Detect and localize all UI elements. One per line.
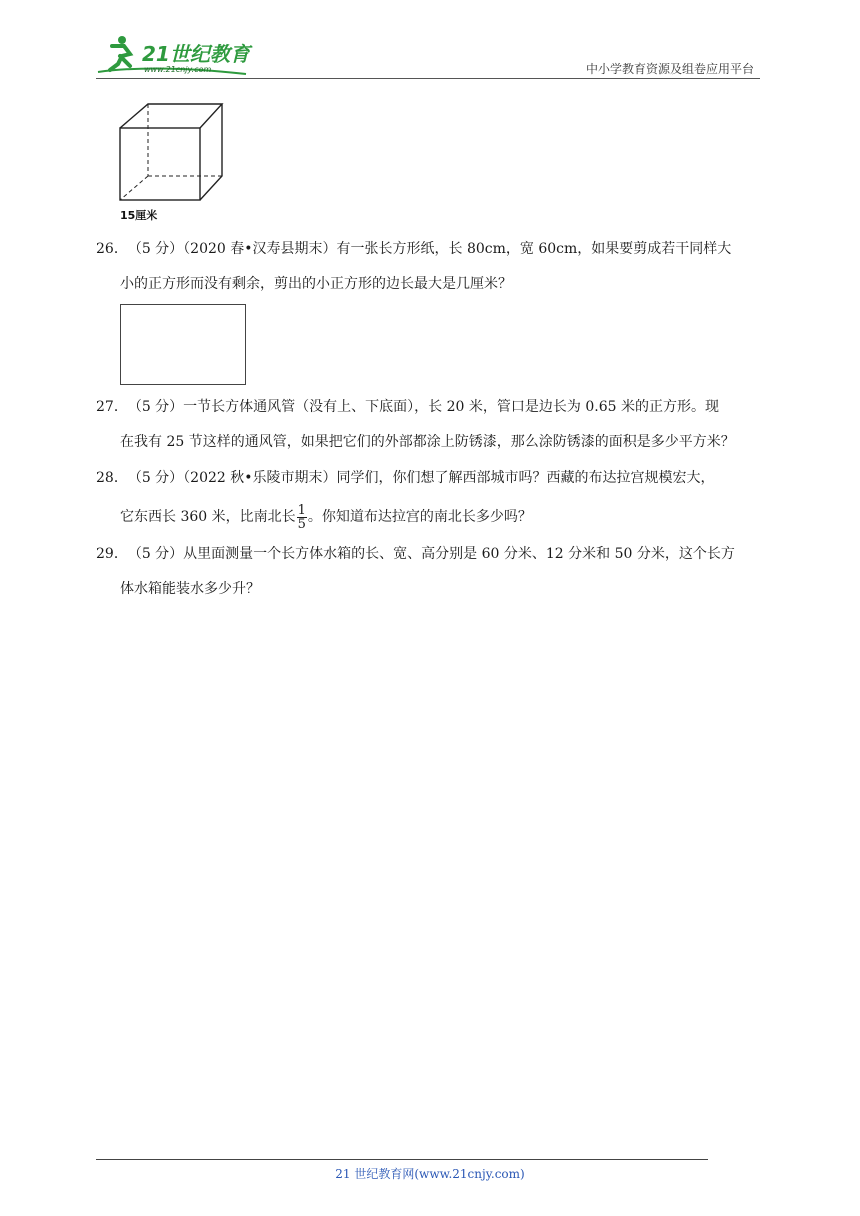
question-text-line: （5 分）一节长方体通风管（没有上、下底面），长 20 米，管口是边长为 0.65 米的正方形。现: [127, 399, 719, 415]
fraction-denominator: 5: [297, 516, 306, 532]
question-29: [96, 537, 768, 607]
question-text-line: 体水箱能装水多少升？: [120, 581, 260, 597]
question-text-line-with-fraction: [96, 496, 768, 538]
footer-divider: [96, 1159, 708, 1160]
site-logo: [96, 34, 256, 78]
question-text-line: 在我有 25 节这样的通风管，如果把它们的外部都涂上防锈漆，那么涂防锈漆的面积是多少平方米？: [120, 434, 735, 450]
fraction: [297, 504, 307, 531]
header-divider: [96, 78, 760, 79]
cube-edge-label: 15厘米: [120, 209, 158, 222]
question-text-line: 小的正方形而没有剩余，剪出的小正方形的边长最大是几厘米？: [120, 276, 512, 292]
question-text-line: （5 分）（2020 春•汉寿县期末）有一张长方形纸，长 80cm，宽 60cm，如果要剪成若干同样大: [127, 241, 732, 257]
question-text-segment: 它东西长 360 米，比南北长: [120, 509, 296, 525]
header-platform-name: 中小学教育资源及组卷应用平台: [585, 62, 754, 76]
question-number: 26．: [96, 241, 128, 257]
footer-link[interactable]: 21 世纪教育网(www.21cnjy.com): [335, 1167, 525, 1181]
question-number: 29．: [96, 546, 128, 562]
rectangle-figure: [120, 304, 246, 385]
logo-text: 21世纪教育: [142, 42, 250, 66]
question-number: 27．: [96, 399, 128, 415]
logo-url: www.21cnjy.com: [144, 65, 212, 74]
question-number: 28．: [96, 470, 128, 486]
question-text-segment: 。你知道布达拉宫的南北长多少吗？: [307, 509, 532, 525]
fraction-numerator: 1: [297, 502, 306, 518]
question-text-line: （5 分）从里面测量一个长方体水箱的长、宽、高分别是 60 分米、12 分米和 50 分米，这个长方: [127, 546, 735, 562]
question-28: [96, 461, 768, 538]
question-26: [96, 232, 768, 302]
cube-figure: [112, 98, 236, 224]
question-27: [96, 390, 768, 460]
question-text-line: （5 分）（2022 秋•乐陵市期末）同学们，你们想了解西部城市吗？西藏的布达拉宫规模宏大，: [127, 470, 715, 486]
